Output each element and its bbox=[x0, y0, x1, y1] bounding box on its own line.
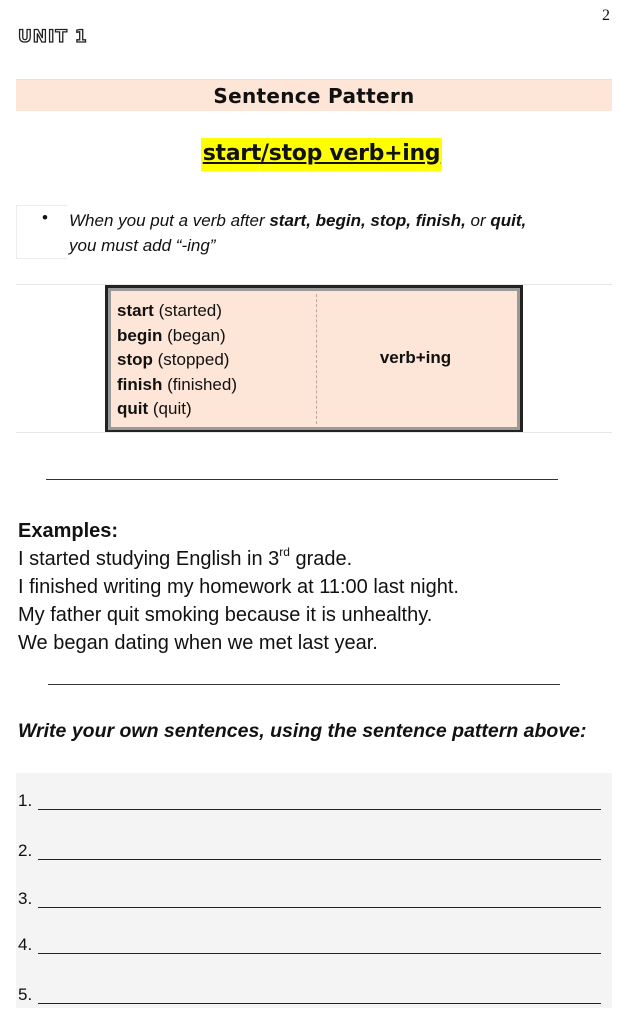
verb-word: start bbox=[117, 301, 154, 320]
verb-result: verb+ing bbox=[379, 348, 452, 367]
verb-row bbox=[117, 373, 313, 398]
verb-past: (began) bbox=[167, 325, 226, 345]
answer-line[interactable] bbox=[38, 809, 601, 810]
separator-line bbox=[46, 479, 558, 480]
unit-label: UNIT 1 bbox=[18, 27, 88, 47]
rule-lead: When you put a verb after bbox=[69, 211, 270, 230]
answer-row bbox=[16, 889, 612, 913]
ordinal-suffix: rd bbox=[279, 545, 290, 559]
example-sentence: I finished writing my homework at 11:00 last night. bbox=[18, 576, 459, 598]
bullet-icon: • bbox=[42, 208, 48, 227]
rule-continuation: you must add “-ing” bbox=[69, 236, 216, 255]
pattern-heading-text: start/stop verb+ing bbox=[201, 138, 443, 171]
answer-line[interactable] bbox=[38, 953, 601, 954]
examples-heading: Examples: bbox=[18, 520, 119, 542]
answer-row bbox=[16, 841, 612, 865]
verb-row bbox=[117, 324, 313, 349]
verb-table bbox=[105, 285, 523, 433]
example-sentence bbox=[18, 545, 353, 571]
verb-row bbox=[117, 397, 313, 422]
answer-line[interactable] bbox=[38, 907, 601, 908]
example-sentence: We began dating when we met last year. bbox=[18, 632, 378, 654]
answer-line[interactable] bbox=[38, 859, 601, 860]
answer-number: 5. bbox=[18, 985, 33, 1004]
exercise-prompt: Write your own sentences, using the sentence pattern above: bbox=[18, 720, 587, 742]
verb-past: (stopped) bbox=[157, 350, 230, 369]
verb-word: finish bbox=[117, 374, 163, 394]
example-text: I started studying English in 3 bbox=[18, 548, 280, 570]
section-title: Sentence Pattern bbox=[16, 79, 612, 111]
verb-past: (finished) bbox=[167, 374, 237, 394]
page-number: 2 bbox=[602, 7, 610, 24]
rule-verbs: start, begin, stop, finish, bbox=[269, 211, 466, 230]
rule-or: or bbox=[465, 211, 491, 230]
answer-row bbox=[16, 985, 612, 1009]
verb-row bbox=[117, 299, 313, 324]
example-text: grade. bbox=[289, 548, 353, 570]
example-sentence: My father quit smoking because it is unhealthy. bbox=[18, 604, 433, 626]
answer-number: 2. bbox=[18, 841, 33, 860]
answer-number: 1. bbox=[18, 791, 33, 810]
answer-row bbox=[16, 935, 612, 959]
divider bbox=[16, 432, 612, 433]
verb-list bbox=[117, 299, 313, 422]
verb-past: (started) bbox=[158, 301, 222, 320]
answer-number: 3. bbox=[18, 889, 33, 908]
verb-word: quit bbox=[117, 399, 149, 418]
answer-row bbox=[16, 791, 612, 815]
answer-area bbox=[16, 773, 612, 1008]
verb-word: begin bbox=[117, 325, 163, 345]
rule-text bbox=[69, 208, 589, 258]
verb-past: (quit) bbox=[152, 399, 192, 418]
answer-number: 4. bbox=[18, 935, 33, 954]
rule-last-verb: quit, bbox=[490, 211, 527, 230]
pattern-heading bbox=[0, 141, 643, 166]
verb-word: stop bbox=[117, 350, 153, 369]
answer-line[interactable] bbox=[38, 1003, 601, 1004]
separator-line bbox=[48, 684, 560, 685]
verb-row bbox=[117, 348, 313, 373]
